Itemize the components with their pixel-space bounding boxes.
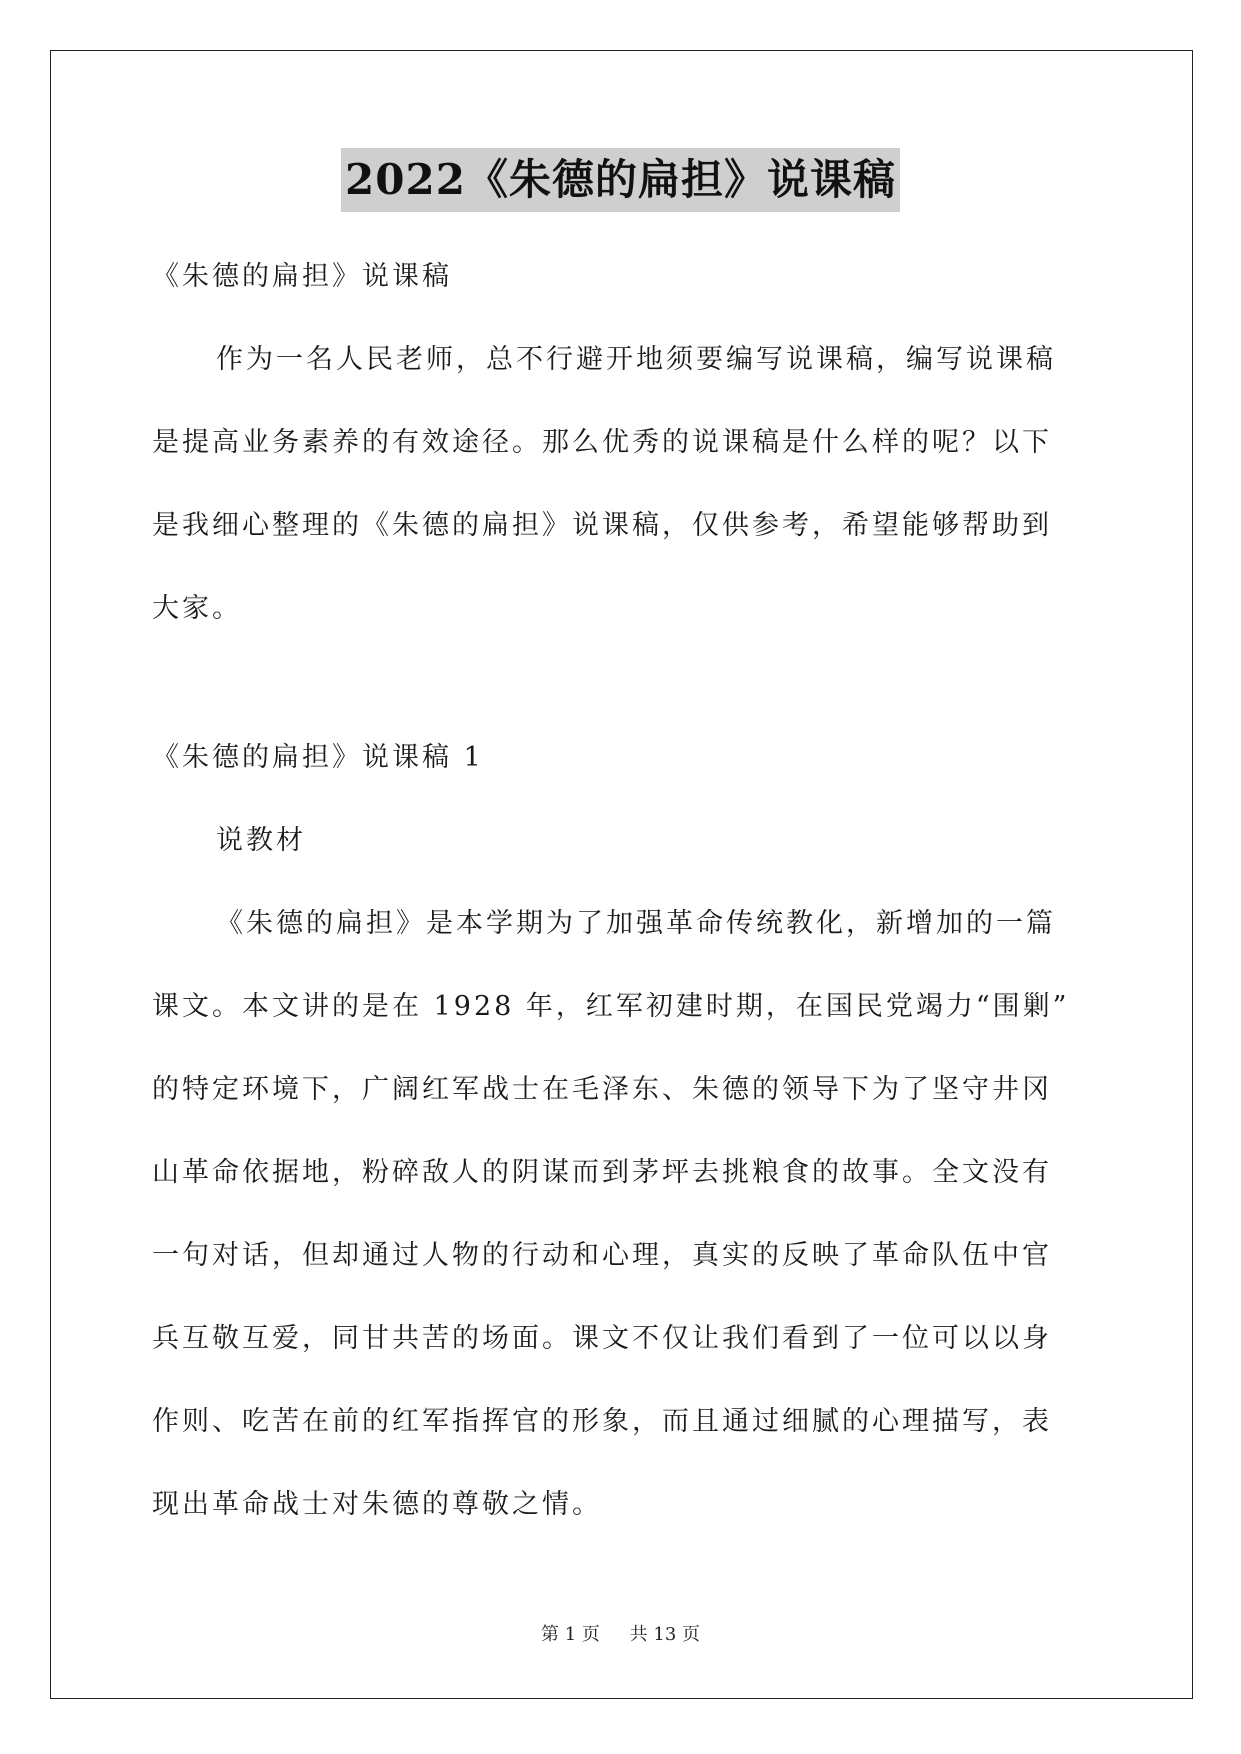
body-paragraph (152, 882, 1092, 1546)
intro-paragraph (152, 318, 1092, 650)
document-body (152, 235, 1092, 1546)
text-line: 一句对话，但却通过人物的行动和心理，真实的反映了革命队伍中官 (152, 1240, 1052, 1271)
text-line: 山革命依据地，粉碎敌人的阴谋而到茅坪去挑粮食的故事。全文没有 (152, 1157, 1052, 1188)
text-line: 现出革命战士对朱德的尊敬之情。 (152, 1489, 602, 1520)
text-line: 兵互敬互爱，同甘共苦的场面。课文不仅让我们看到了一位可以以身 (152, 1323, 1052, 1354)
section-heading: 《朱德的扁担》说课稿 1 (152, 742, 484, 773)
text-line: 是我细心整理的《朱德的扁担》说课稿，仅供参考，希望能够帮助到 (152, 510, 1052, 541)
spacer (152, 650, 1092, 716)
subtitle: 《朱德的扁担》说课稿 (152, 261, 452, 292)
text-line: 作则、吃苦在前的红军指挥官的形象，而且通过细腻的心理描写，表 (152, 1406, 1052, 1437)
text-line: 是提高业务素养的有效途径。那么优秀的说课稿是什么样的呢？以下 (152, 427, 1052, 458)
text-line: 大家。 (152, 593, 242, 624)
text-line: 作为一名人民老师，总不行避开地须要编写说课稿，编写说课稿 (216, 344, 1056, 375)
page-total: 共 13 页 (629, 1624, 700, 1645)
text-line: 课文。本文讲的是在 1928 年，红军初建时期，在国民党竭力“围剿” (152, 991, 1070, 1022)
text-line: 《朱德的扁担》是本学期为了加强革命传统教化，新增加的一篇 (216, 908, 1056, 939)
document-title: 2022《朱德的扁担》说课稿 (341, 148, 900, 212)
page-footer (0, 1620, 1241, 1646)
subsection-heading: 说教材 (216, 825, 306, 856)
text-line: 的特定环境下，广阔红军战士在毛泽东、朱德的领导下为了坚守井冈 (152, 1074, 1052, 1105)
page-number: 第 1 页 (541, 1624, 600, 1645)
title-area (0, 148, 1241, 212)
